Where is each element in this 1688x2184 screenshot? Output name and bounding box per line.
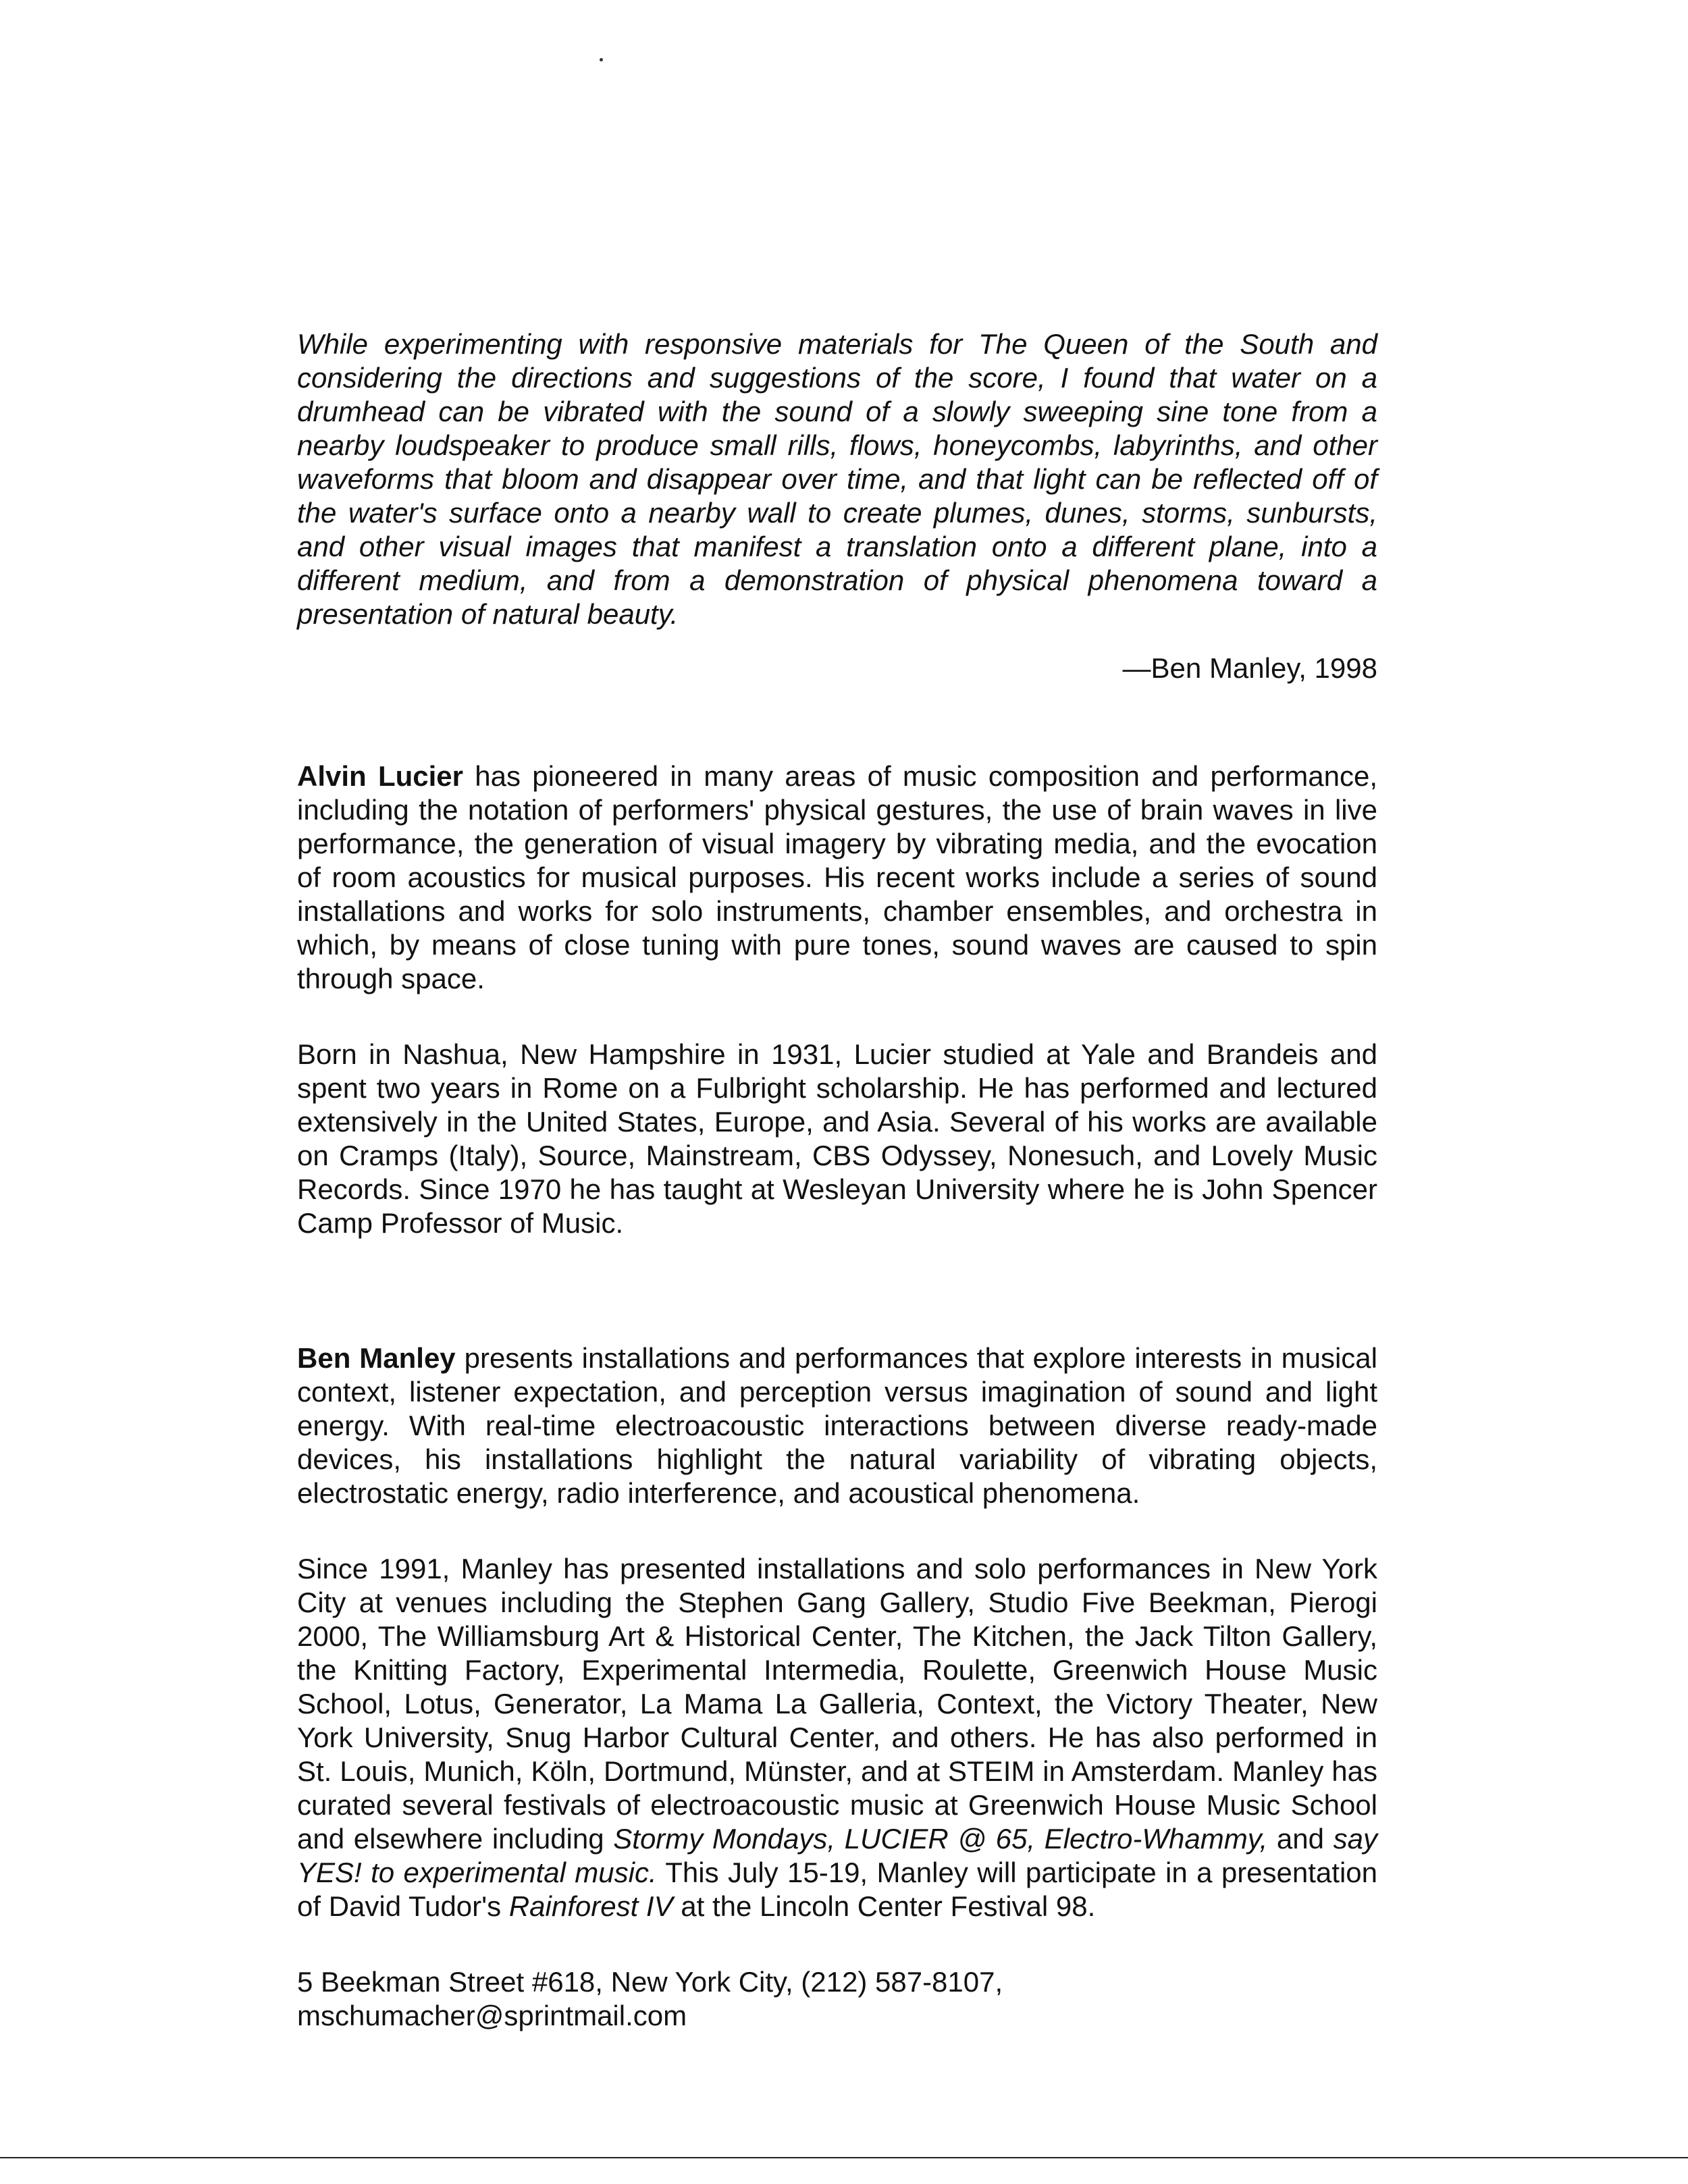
quote-attribution: —Ben Manley, 1998 [1122, 652, 1377, 684]
lucier-name: Alvin Lucier [297, 760, 463, 792]
manley-bio-paragraph-1 [297, 1341, 1377, 1510]
scan-edge-line [0, 2157, 1688, 2158]
manley-bio-paragraph-2 [297, 1552, 1377, 1923]
quote-title: The Queen of the South [978, 328, 1315, 360]
quote-text-2: and considering the directions and suggestions of the score, I found that water on a drumhead can be vibrated with the sound of a slowly sweeping sine tone from a nearby loudspeaker to produce small rills, flows, honeycombs, labyrinths, and other waveforms that bloom and disappear over time, and that light can be reflected off of the water's surface onto a nearby wall to create plumes, dunes, storms, sunbursts, and other visual images that manifest a translation onto a different plane, into a different medium, and from a demonstration of physical phenomena toward a presentation of natural beauty. [297, 328, 1377, 630]
quote-text-1: While experimenting with responsive materials for [297, 328, 979, 360]
manley-bio-text-1: presents installations and performances that explore interests in musical context, listener expectation, and perception versus imagination of sound and light energy. With real-time electroacoustic interactions between diverse ready-made devices, his installations highlight the natural variability of vibrating objects, electrostatic energy, radio interference, and acoustical phenomena. [297, 1342, 1377, 1509]
manley-name: Ben Manley [297, 1342, 456, 1374]
lucier-bio-paragraph-2: Born in Nashua, New Hampshire in 1931, Lucier studied at Yale and Brandeis and spent two years in Rome on a Fulbright scholarship. He has performed and lectured extensively in the United States, Europe, and Asia. Several of his works are available on Cramps (Italy), Source, Mainstream, CBS Odyssey, Nonesuch, and Lovely Music Records. Since 1970 he has taught at Wesleyan University where he is John Spencer Camp Professor of Music. [297, 1038, 1377, 1239]
manley-bio-text-2d: at the Lincoln Center Festival 98. [672, 1890, 1096, 1922]
manley-bio-text-2b: and [1267, 1823, 1334, 1855]
scan-speck [600, 58, 603, 61]
document-body [297, 327, 1377, 2033]
festival-title-yes: say YES! to experimental music. [297, 1823, 1378, 1888]
festival-titles: Stormy Mondays, LUCIER @ 65, Electro-Whammy, [613, 1823, 1268, 1855]
contact-footer: 5 Beekman Street #618, New York City, (212) 587-8107, mschumacher@sprintmail.com [297, 1966, 1003, 2031]
manley-bio-text-2a: Since 1991, Manley has presented installations and solo performances in New York City at venues including the Stephen Gang Gallery, Studio Five Beekman, Pierogi 2000, The Williamsburg Art & Historical Center, The Kitchen, the Jack Tilton Gallery, the Knitting Factory, Experimental Intermedia, Roulette, Greenwich House Music School, Lotus, Generator, La Mama La Galleria, Context, the Victory Theater, New York University, Snug Harbor Cultural Center, and others. He has also performed in St. Louis, Munich, Köln, Dortmund, Münster, and at STEIM in Amsterdam. Manley has curated several festivals of electroacoustic music at Greenwich House Music School and elsewhere including [297, 1553, 1377, 1855]
work-title: Rainforest IV [508, 1890, 673, 1922]
lucier-bio-text-1: has pioneered in many areas of music composition and performance, including the notation of performers' physical gestures, the use of brain waves in live performance, the generation of visual imagery by vibrating media, and the evocation of room acoustics for musical purposes. His recent works include a series of sound installations and works for solo instruments, chamber ensembles, and orchestra in which, by means of close tuning with pure tones, sound waves are caused to spin through space. [297, 760, 1377, 994]
quote-paragraph [297, 327, 1377, 631]
manley-bio-text-2c: This July 15-19, Manley will participate in a presentation of David Tudor's [297, 1857, 1378, 1922]
lucier-bio-paragraph-1 [297, 760, 1377, 996]
